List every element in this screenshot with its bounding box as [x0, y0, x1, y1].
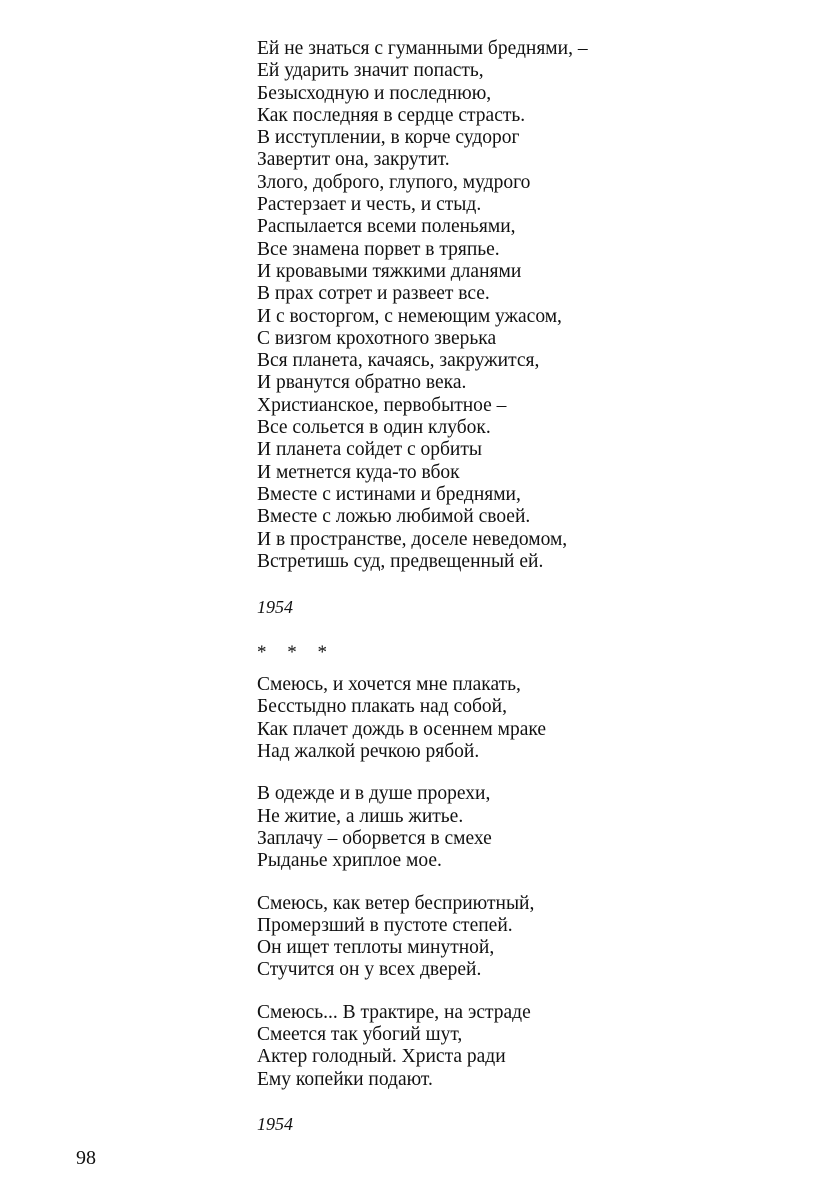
poem-line: Вместе с истинами и бреднями,: [257, 483, 521, 505]
stanza-gap: [257, 763, 777, 783]
poem-line: Встретишь суд, предвещенный ей.: [257, 550, 544, 572]
poem-column: [257, 38, 777, 1135]
poem-line: И кровавыми тяжкими дланями: [257, 260, 522, 282]
poem-line: Злого, доброго, глупого, мудрого: [257, 171, 531, 193]
poem-line: Смеется так убогий шут,: [257, 1023, 463, 1045]
poem-line: И рванутся обратно века.: [257, 372, 467, 394]
poem-line: Ей не знаться с гуманными бреднями, –: [257, 38, 588, 59]
poem-line: Вся планета, качаясь, закружится,: [257, 350, 540, 372]
page-number: 98: [76, 1147, 96, 1169]
stanza: [257, 1002, 777, 1091]
poem-line: Вместе с ложью любимой своей.: [257, 506, 531, 528]
poem-line: И в пространстве, доселе неведомом,: [257, 528, 568, 550]
poem-line: Безысходную и последнюю,: [257, 82, 492, 104]
poem-line: И метнется куда-то вбок: [257, 461, 460, 483]
poem-line: Все сольется в один клубок.: [257, 417, 491, 439]
poem-line: Рыданье хриплое мое.: [257, 850, 442, 872]
poem-line: Смеюсь, как ветер бесприютный,: [257, 892, 535, 914]
poem-line: Завертит она, закрутит.: [257, 149, 450, 171]
stanza: [257, 783, 777, 872]
poem-line: Промерзший в пустоте степей.: [257, 914, 513, 936]
poem-line: Распылается всеми поленьями,: [257, 216, 516, 238]
poem-line: Бесстыдно плакать над собой,: [257, 696, 507, 718]
poem-line: Как плачет дождь в осеннем мраке: [257, 718, 546, 740]
poem-line: Не житие, а лишь житье.: [257, 805, 464, 827]
poem-1: [257, 38, 777, 573]
poem-line: С визгом крохотного зверька: [257, 327, 497, 349]
stanza-gap: [257, 982, 777, 1002]
poem-line: Христианское, первобытное –: [257, 394, 507, 416]
poem-line: И планета сойдет с орбиты: [257, 439, 482, 461]
poem-date: 1954: [257, 1113, 293, 1134]
stanza: [257, 674, 777, 763]
poem-2: [257, 674, 777, 1091]
poem-line: Ему копейки подают.: [257, 1068, 433, 1090]
section-separator: * * *: [257, 642, 335, 664]
poem-line: В исступлении, в корче судорог: [257, 127, 520, 149]
poem-line: Как последняя в сердце страсть.: [257, 104, 526, 126]
poem-line: В прах сотрет и развеет все.: [257, 283, 490, 305]
poem-line: Смеюсь, и хочется мне плакать,: [257, 674, 521, 696]
poem-line: Все знамена порвет в тряпье.: [257, 238, 500, 260]
poem-line: Ей ударить значит попасть,: [257, 60, 484, 82]
poem-line: И с восторгом, с немеющим ужасом,: [257, 305, 562, 327]
stanza: [257, 893, 777, 982]
stanza-gap: [257, 873, 777, 893]
poem-line: Над жалкой речкою рябой.: [257, 741, 480, 763]
poem-line: Он ищет теплоты минутной,: [257, 937, 495, 959]
poem-line: Актер голодный. Христа ради: [257, 1046, 506, 1068]
poem-line: В одежде и в душе прорехи,: [257, 783, 491, 805]
poem-date: 1954: [257, 597, 293, 618]
poem-line: Смеюсь... В трактире, на эстраде: [257, 1001, 531, 1023]
poem-line: Стучится он у всех дверей.: [257, 959, 482, 981]
poem-line: Растерзает и честь, и стыд.: [257, 194, 482, 216]
poem-line: Заплачу – оборвется в смехе: [257, 827, 492, 849]
